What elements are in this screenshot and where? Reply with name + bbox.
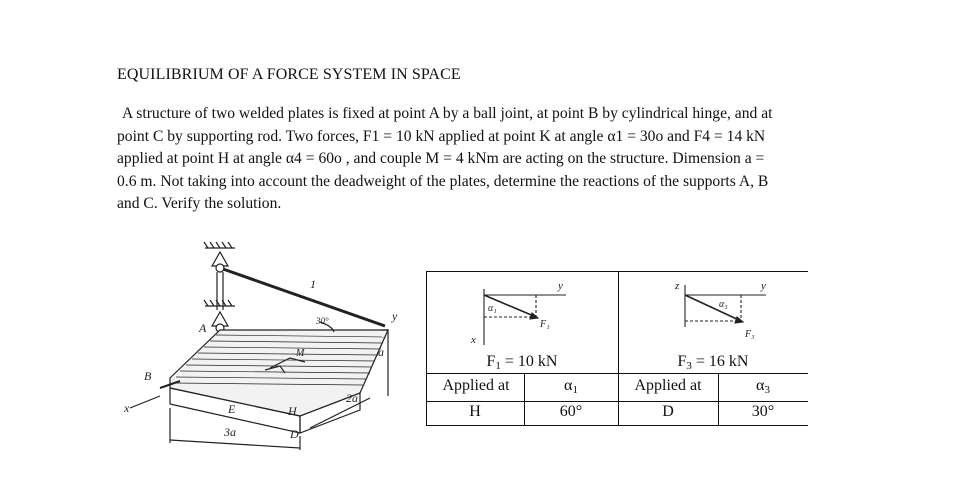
label-A: A (199, 321, 207, 335)
applied-at-header: Applied at (634, 377, 702, 394)
label-moment: M (296, 348, 305, 359)
sketch-axis-y: y (558, 280, 563, 292)
sketch-alpha: α₃ (719, 299, 728, 310)
sketch-axis-z: z (675, 280, 680, 292)
statement-line: applied at point H at angle α4 = 60o , and couple M = 4 kNm are acting on the structure. Dimension a = (117, 150, 765, 167)
force-table (426, 271, 808, 426)
label-x: x (124, 401, 130, 415)
alpha-3-header: $\alpha_3$ (756, 377, 770, 396)
statement-line: A structure of two welded plates is fixed at point A by a ball joint, at point B by cylindrical hinge, and at (122, 105, 773, 122)
force-3-value: $F_3 = 16$ kN (677, 353, 749, 372)
angle-3-value: 30° (751, 403, 775, 420)
applied-point-1: H (469, 403, 481, 420)
applied-at-header: Applied at (442, 377, 510, 394)
table-row-divider (426, 401, 808, 402)
applied-point-3: D (662, 403, 674, 420)
label-a: a (378, 345, 384, 359)
label-2a: 2a (346, 391, 358, 405)
x-axis (130, 396, 160, 408)
force-sketch-3 (671, 277, 781, 347)
problem-statement (117, 103, 897, 216)
label-rod: 1 (310, 277, 316, 291)
sketch-alpha: α₁ (488, 303, 497, 314)
statement-line: and C. Verify the solution. (117, 195, 282, 212)
table-border-bottom (426, 425, 808, 426)
sketch-force: F₁ (540, 319, 550, 330)
document-title: EQUILIBRIUM OF A FORCE SYSTEM IN SPACE (117, 66, 461, 83)
angle-1-value: 60° (559, 403, 583, 420)
label-B: B (144, 369, 152, 383)
structure-diagram (120, 238, 440, 453)
statement-line: 0.6 m. Not taking into account the deadweight of the plates, determine the reactions of the supports A, B (117, 172, 769, 190)
label-H: H (288, 404, 297, 418)
force-sketch-1 (466, 277, 576, 347)
label-D: D (290, 427, 299, 441)
label-3a: 3a (224, 425, 236, 439)
label-angle: 30° (316, 316, 329, 326)
sketch-axis-x: x (471, 334, 476, 346)
alpha-1-header: $\alpha_1$ (564, 377, 578, 396)
supporting-rod (223, 269, 385, 326)
sketch-force: F₃ (745, 329, 755, 340)
label-E: E (228, 402, 236, 416)
table-row-divider (426, 373, 808, 374)
table-border-top (426, 271, 808, 272)
sketch-axis-y: y (761, 280, 766, 292)
label-y: y (392, 309, 398, 323)
force-1-value: $F_1 = 10$ kN (486, 353, 558, 372)
dim-line-3a (170, 440, 300, 448)
statement-line: point C by supporting rod. Two forces, F1 = 10 kN applied at point K at angle α1 = 30o and F4 = 14 kN (117, 127, 766, 145)
